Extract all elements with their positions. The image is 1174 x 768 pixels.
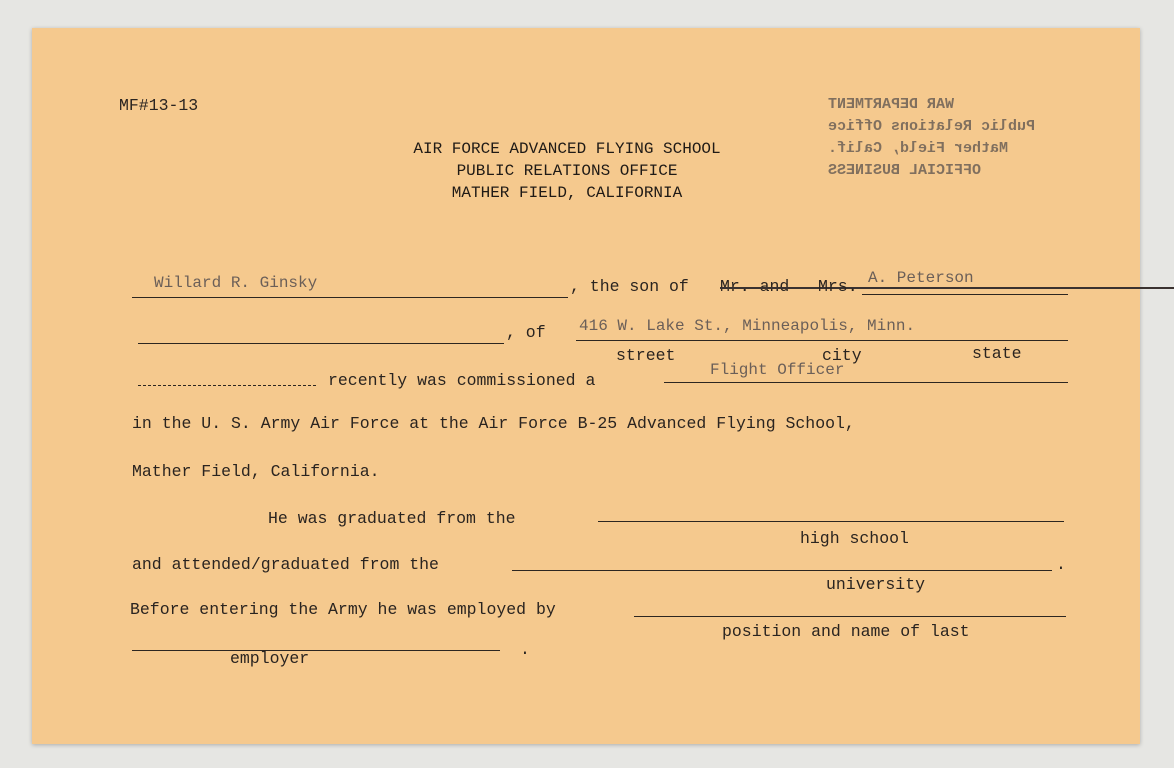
university-label: university (826, 575, 926, 594)
row2-blank-line (138, 343, 504, 344)
address-value: 416 W. Lake St., Minneapolis, Minn. (579, 317, 916, 335)
high-school-line (598, 521, 1064, 522)
mirrored-official-stamp (828, 94, 1098, 182)
of-label: , of (506, 323, 546, 342)
graduated-from-label: He was graduated from the (268, 509, 516, 528)
name-field-value: Willard R. Ginsky (154, 274, 318, 292)
commissioned-label: recently was commissioned a (328, 371, 596, 390)
mr-struck-text: Mr. and (720, 277, 1174, 296)
attended-label: and attended/graduated from the (132, 555, 439, 574)
press-release-form-card (32, 28, 1140, 744)
position-label: position and name of last (722, 622, 970, 641)
form-header (382, 138, 752, 204)
header-line-2: PUBLIC RELATIONS OFFICE (456, 162, 678, 180)
body-line-2: Mather Field, California. (132, 462, 380, 481)
header-line-1: AIR FORCE ADVANCED FLYING SCHOOL (413, 140, 721, 158)
stamp-line-1: WAR DEPARTMENT (828, 96, 955, 113)
row3-blank-line (138, 385, 316, 386)
address-line (576, 340, 1068, 341)
period-mark: . (1056, 555, 1066, 574)
period-mark-2: . (520, 640, 530, 659)
rank-line (664, 382, 1068, 383)
stamp-line-4: OFFICIAL BUSINESS (828, 162, 982, 179)
street-label: street (616, 346, 676, 365)
employer-label: employer (230, 649, 310, 668)
stamp-line-3: Mather Field, Calif. (828, 140, 1009, 157)
parent-name-value: A. Peterson (868, 269, 974, 287)
header-line-3: MATHER FIELD, CALIFORNIA (451, 184, 683, 202)
mrs-label: Mrs. (818, 277, 858, 296)
son-of-label: , the son of (570, 277, 689, 296)
body-line-1: in the U. S. Army Air Force at the Air Force B-25 Advanced Flying School, (132, 414, 855, 433)
rank-value: Flight Officer (710, 361, 845, 379)
employment-continuation-line (132, 650, 500, 651)
city-label: city (822, 346, 862, 365)
parent-name-line (862, 294, 1068, 295)
state-label: state (972, 344, 1022, 363)
employer-line (634, 616, 1066, 617)
name-field-line (132, 297, 568, 298)
stamp-line-2: Public Relations Office (828, 118, 1036, 135)
reference-code: MF#13-13 (119, 96, 199, 115)
university-line (512, 570, 1052, 571)
employed-by-label: Before entering the Army he was employed by (130, 600, 556, 619)
high-school-label: high school (800, 529, 909, 548)
